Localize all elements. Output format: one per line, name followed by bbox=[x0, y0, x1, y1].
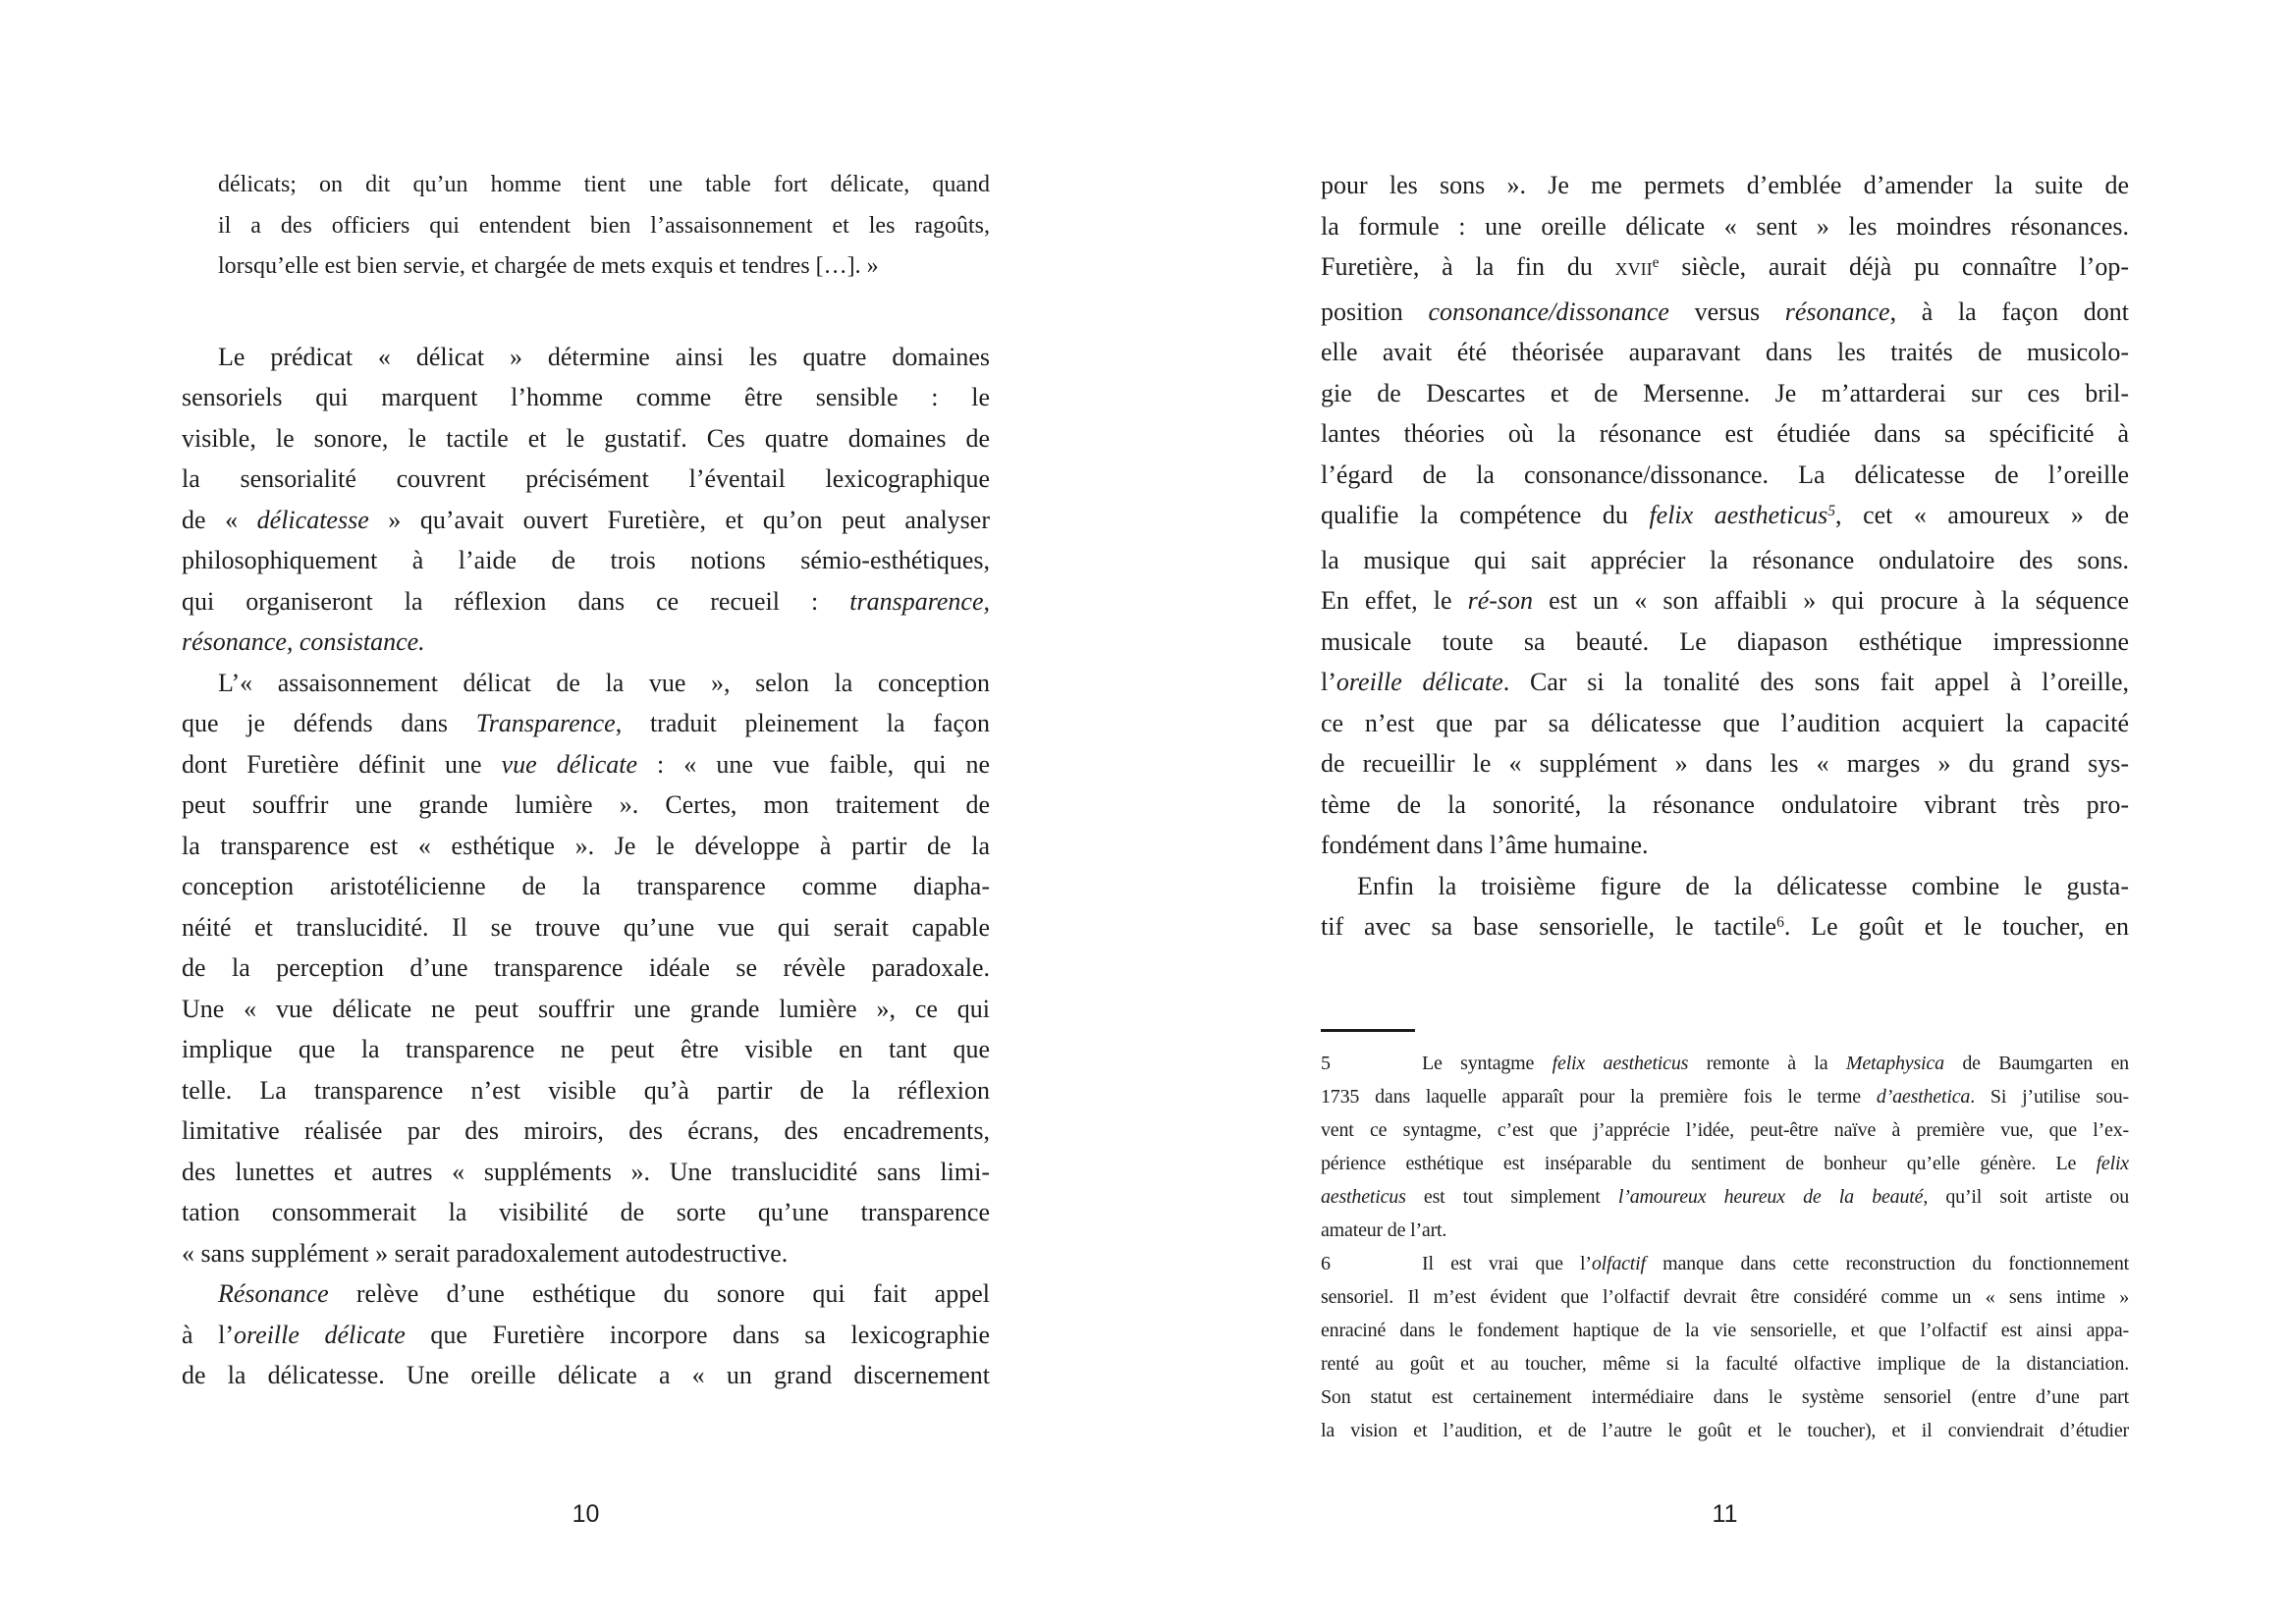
text-line bbox=[182, 500, 990, 541]
text-run: Résonance bbox=[218, 1279, 329, 1308]
text-run: délicatesse bbox=[256, 505, 369, 534]
text-run: vent ce syntagme, c’est que j’apprécie l’idée, peut-être naïve à première vue, que l’ex- bbox=[1321, 1119, 2129, 1141]
right-page-text-column bbox=[1321, 165, 2129, 951]
text-line bbox=[1321, 703, 2129, 744]
text-run: versus bbox=[1668, 297, 1785, 326]
text-run: la formule : une oreille délicate « sent » les moindres résonances. bbox=[1321, 211, 2129, 241]
text-run: pour les sons ». Je me permets d’emblée d’amender la suite de bbox=[1321, 171, 2129, 199]
text-run: périence esthétique est inséparable du sentiment de bonheur qu’elle génère. Le bbox=[1321, 1153, 2097, 1174]
text-run: peut souffrir une grande lumière ». Certes, mon traitement de bbox=[182, 790, 990, 819]
text-run: relève d’une esthétique du sonore qui fait appel bbox=[328, 1279, 990, 1308]
text-run: la transparence est « esthétique ». Je le développe à partir de la bbox=[182, 831, 990, 860]
text-line bbox=[182, 377, 990, 418]
text-line bbox=[182, 1233, 990, 1274]
text-line bbox=[182, 703, 990, 744]
text-line bbox=[1321, 866, 2129, 907]
text-line bbox=[182, 459, 990, 500]
text-run: aestheticus bbox=[1321, 1186, 1406, 1208]
text-run: de la délicatesse. Une oreille délicate a « un grand discernement bbox=[182, 1361, 990, 1389]
paragraph bbox=[182, 337, 990, 663]
text-run: 5 bbox=[1321, 1053, 1331, 1074]
text-run: felix aestheticus bbox=[1552, 1053, 1689, 1074]
footnote-6 bbox=[1321, 1247, 2129, 1447]
text-run: renté au goût et au toucher, même si la faculté olfactive implique de la distanciation. bbox=[1321, 1353, 2129, 1375]
text-line bbox=[1321, 413, 2129, 455]
text-line bbox=[182, 744, 990, 785]
text-run: l’égard de la consonance/dissonance. La délicatesse de l’oreille bbox=[1321, 460, 2129, 489]
text-run: tation consommerait la visibilité de sorte qu’une transparence bbox=[182, 1198, 990, 1226]
text-line bbox=[1321, 743, 2129, 785]
text-line bbox=[1321, 332, 2129, 373]
text-line bbox=[1321, 246, 2129, 292]
text-run: : « une vue faible, qui ne bbox=[637, 749, 990, 779]
text-run: résonance bbox=[1784, 297, 1890, 326]
text-run: consonance/dissonance bbox=[1428, 297, 1669, 326]
text-run: limitative réalisée par des miroirs, des écrans, des encadrements, bbox=[182, 1116, 990, 1145]
text-run: « sans supplément » serait paradoxalement autodestructive. bbox=[182, 1238, 789, 1268]
text-line bbox=[1321, 825, 2129, 866]
text-run: ce n’est que par sa délicatesse que l’audition acquiert la capacité bbox=[1321, 708, 2129, 737]
text-line bbox=[182, 663, 990, 704]
text-run: délicats; on dit qu’un homme tient une table fort délicate, quand bbox=[218, 172, 990, 197]
text-line bbox=[182, 1110, 990, 1152]
paragraph bbox=[1321, 866, 2129, 951]
text-run: felix bbox=[2096, 1153, 2129, 1174]
text-run: » qu’avait ouvert Furetière, et qu’on peut analyser bbox=[368, 505, 990, 534]
text-run: telle. La transparence n’est visible qu’à partir de la réflexion bbox=[182, 1075, 990, 1105]
text-run: felix aestheticus bbox=[1649, 501, 1828, 529]
text-run: L’« assaisonnement délicat de la vue », selon la conception bbox=[218, 668, 990, 697]
text-run: 6 bbox=[1776, 914, 1784, 932]
text-line bbox=[182, 907, 990, 948]
text-run: 5 bbox=[1827, 503, 1836, 520]
text-run: , à la façon dont bbox=[1889, 297, 2130, 326]
text-line bbox=[1321, 206, 2129, 247]
text-run: de recueillir le « supplément » dans les « marges » du grand sys- bbox=[1321, 749, 2129, 778]
text-run: , traduit pleinement la façon bbox=[615, 709, 990, 737]
text-run: Le prédicat « délicat » détermine ainsi les quatre domaines bbox=[218, 342, 990, 371]
text-run: 6 bbox=[1321, 1253, 1331, 1274]
page-number-left: 10 bbox=[572, 1500, 600, 1528]
text-line bbox=[182, 581, 990, 623]
text-line bbox=[1321, 1314, 2129, 1347]
text-line bbox=[182, 826, 990, 867]
text-line bbox=[1321, 1147, 2129, 1180]
text-run: de la perception d’une transparence idéale se révèle paradoxale. bbox=[182, 953, 990, 982]
text-run: lorsqu’elle est bien servie, et chargée de mets exquis et tendres […]. » bbox=[218, 253, 879, 279]
text-line bbox=[1321, 1347, 2129, 1380]
footnote-separator-rule bbox=[1321, 1029, 1415, 1032]
text-line bbox=[182, 1152, 990, 1193]
text-run: tif avec sa base sensorielle, le tactile bbox=[1321, 912, 1777, 941]
text-run: lantes théories où la résonance est étudiée dans sa spécificité à bbox=[1321, 419, 2129, 448]
text-run: fondément dans l’âme humaine. bbox=[1321, 831, 1649, 859]
text-run: est un « son affaibli » qui procure à la séquence bbox=[1533, 586, 2129, 615]
text-line bbox=[1321, 580, 2129, 622]
text-run: conception aristotélicienne de la transparence comme diapha- bbox=[182, 872, 990, 900]
text-run: 1735 dans laquelle apparaît pour la première fois le terme bbox=[1321, 1086, 1877, 1108]
text-run: sensoriel. Il m’est évident que l’olfactif devrait être considéré comme un « sens intime » bbox=[1321, 1286, 2129, 1308]
text-line bbox=[1321, 455, 2129, 496]
text-line bbox=[182, 418, 990, 460]
text-line bbox=[1321, 1414, 2129, 1447]
text-line bbox=[182, 540, 990, 581]
text-run: En effet, le bbox=[1321, 586, 1468, 615]
text-run: l’amoureux heureux de la beauté bbox=[1617, 1186, 1924, 1208]
footnote-5 bbox=[1321, 1047, 2129, 1247]
text-run: philosophiquement à l’aide de trois notions sémio-esthétiques, bbox=[182, 546, 990, 574]
text-run: . Le goût et le toucher, en bbox=[1783, 912, 2130, 941]
text-line bbox=[182, 1355, 990, 1396]
text-run: e bbox=[1652, 254, 1660, 272]
text-run: transparence, bbox=[849, 586, 990, 616]
text-line bbox=[182, 866, 990, 907]
page-number-right: 11 bbox=[1712, 1500, 1738, 1528]
text-line bbox=[1321, 373, 2129, 414]
text-run: ré-son bbox=[1467, 586, 1534, 615]
text-line bbox=[1321, 1247, 2129, 1280]
text-run: visible, le sonore, le tactile et le gustatif. Ces quatre domaines de bbox=[182, 423, 990, 453]
text-run: siècle, aurait déjà pu connaître l’op- bbox=[1659, 252, 2129, 281]
text-run: Le syntagme bbox=[1422, 1053, 1553, 1074]
text-line bbox=[1321, 785, 2129, 826]
text-line bbox=[1321, 1380, 2129, 1414]
paragraph bbox=[1321, 165, 2129, 866]
footnotes-block bbox=[1321, 1029, 2129, 1447]
text-line bbox=[1321, 1113, 2129, 1147]
text-run: amateur de l’art. bbox=[1321, 1219, 1447, 1241]
text-run: la sensorialité couvrent précisément l’éventail lexicographique bbox=[182, 464, 990, 493]
text-line bbox=[182, 947, 990, 989]
text-line bbox=[182, 1029, 990, 1070]
text-line bbox=[182, 785, 990, 826]
text-run: il a des officiers qui entendent bien l’assaisonnement et les ragoûts, bbox=[218, 212, 990, 239]
text-run: remonte à la bbox=[1688, 1053, 1846, 1074]
text-line bbox=[182, 1070, 990, 1111]
text-run: qualifie la compétence du bbox=[1321, 501, 1650, 529]
text-run: néité et translucidité. Il se trouve qu’une vue qui serait capable bbox=[182, 912, 990, 942]
text-run: sensoriels qui marquent l’homme comme être sensible : le bbox=[182, 383, 990, 411]
text-run: des lunettes et autres « suppléments ». Une translucidité sans limi- bbox=[182, 1157, 990, 1186]
text-run: . Car si la tonalité des sons fait appel à l’oreille, bbox=[1502, 668, 2129, 696]
text-line bbox=[1321, 662, 2129, 703]
left-page-text-column bbox=[182, 165, 990, 1396]
text-run: enraciné dans le fondement haptique de la vie sensorielle, et que l’olfactif est ainsi appa- bbox=[1321, 1320, 2129, 1341]
text-line bbox=[1321, 1080, 2129, 1113]
text-run: l’ bbox=[1321, 668, 1336, 696]
text-run: la musique qui sait apprécier la résonance ondulatoire des sons. bbox=[1321, 545, 2129, 574]
text-run: qui organiseront la réflexion dans ce recueil : bbox=[182, 586, 850, 616]
text-run: olfactif bbox=[1591, 1253, 1646, 1274]
text-run: position bbox=[1321, 297, 1429, 326]
text-run: , cet « amoureux » de bbox=[1835, 501, 2129, 529]
text-line bbox=[1321, 1280, 2129, 1314]
text-line bbox=[182, 337, 990, 378]
text-run: xvii bbox=[1614, 252, 1653, 281]
text-line bbox=[1321, 1180, 2129, 1214]
text-run: à l’ bbox=[182, 1320, 234, 1349]
text-run: Il est vrai que l’ bbox=[1422, 1253, 1592, 1274]
text-run: Une « vue délicate ne peut souffrir une grande lumière », ce qui bbox=[182, 994, 990, 1023]
text-run: gie de Descartes et de Mersenne. Je m’attarderai sur ces bril- bbox=[1321, 378, 2129, 407]
text-run: . Si j’utilise sou- bbox=[1970, 1086, 2129, 1108]
text-run: de « bbox=[182, 505, 257, 534]
text-run: Metaphysica bbox=[1845, 1053, 1944, 1074]
text-run: oreille délicate bbox=[234, 1320, 406, 1349]
text-run: est tout simplement bbox=[1405, 1186, 1618, 1208]
text-run: tème de la sonorité, la résonance ondulatoire vibrant très pro- bbox=[1321, 789, 2129, 819]
text-line bbox=[182, 989, 990, 1030]
text-line bbox=[182, 1273, 990, 1315]
text-run: manque dans cette reconstruction du fonctionnement bbox=[1645, 1253, 2129, 1274]
text-line bbox=[1321, 495, 2129, 540]
text-run: oreille délicate bbox=[1335, 668, 1503, 696]
text-run: que Furetière incorpore dans sa lexicographie bbox=[405, 1320, 990, 1349]
text-line bbox=[1321, 540, 2129, 581]
text-line bbox=[182, 1315, 990, 1356]
text-run: Son statut est certainement intermédiaire dans le système sensoriel (entre d’une part bbox=[1321, 1386, 2129, 1408]
text-run: implique que la transparence ne peut être visible en tant que bbox=[182, 1035, 990, 1063]
text-line bbox=[1321, 1214, 2129, 1247]
text-line bbox=[1321, 906, 2129, 951]
text-line bbox=[182, 1192, 990, 1233]
text-run: , qu’il soit artiste ou bbox=[1923, 1186, 2130, 1208]
text-line bbox=[1321, 165, 2129, 206]
text-run: résonance, consistance. bbox=[182, 627, 425, 656]
text-run: de Baumgarten en bbox=[1943, 1053, 2129, 1074]
text-line bbox=[218, 165, 990, 206]
text-run: que je défends dans bbox=[182, 709, 476, 737]
text-line bbox=[182, 622, 990, 663]
text-run: Furetière, à la fin du bbox=[1321, 252, 1615, 281]
paragraph bbox=[182, 663, 990, 1274]
paragraph bbox=[182, 1273, 990, 1396]
text-run: d’aesthetica bbox=[1876, 1086, 1971, 1108]
text-line bbox=[1321, 1047, 2129, 1080]
text-run: musicale toute sa beauté. Le diapason esthétique impressionne bbox=[1321, 626, 2129, 656]
text-run: elle avait été théorisée auparavant dans les traités de musicolo- bbox=[1321, 338, 2129, 366]
text-line bbox=[218, 246, 990, 288]
text-line bbox=[1321, 622, 2129, 663]
text-run: Enfin la troisième figure de la délicatesse combine le gusta- bbox=[1357, 871, 2129, 900]
text-run: Transparence bbox=[475, 709, 616, 737]
quote-block bbox=[218, 165, 990, 288]
text-run: dont Furetière définit une bbox=[182, 749, 502, 779]
text-line bbox=[218, 206, 990, 247]
text-run: la vision et l’audition, et de l’autre le goût et le toucher), et il conviendrait d’étudier bbox=[1321, 1420, 2129, 1441]
footnotes-list bbox=[1321, 1047, 2129, 1447]
text-run: vue délicate bbox=[501, 749, 638, 779]
text-line bbox=[1321, 292, 2129, 333]
